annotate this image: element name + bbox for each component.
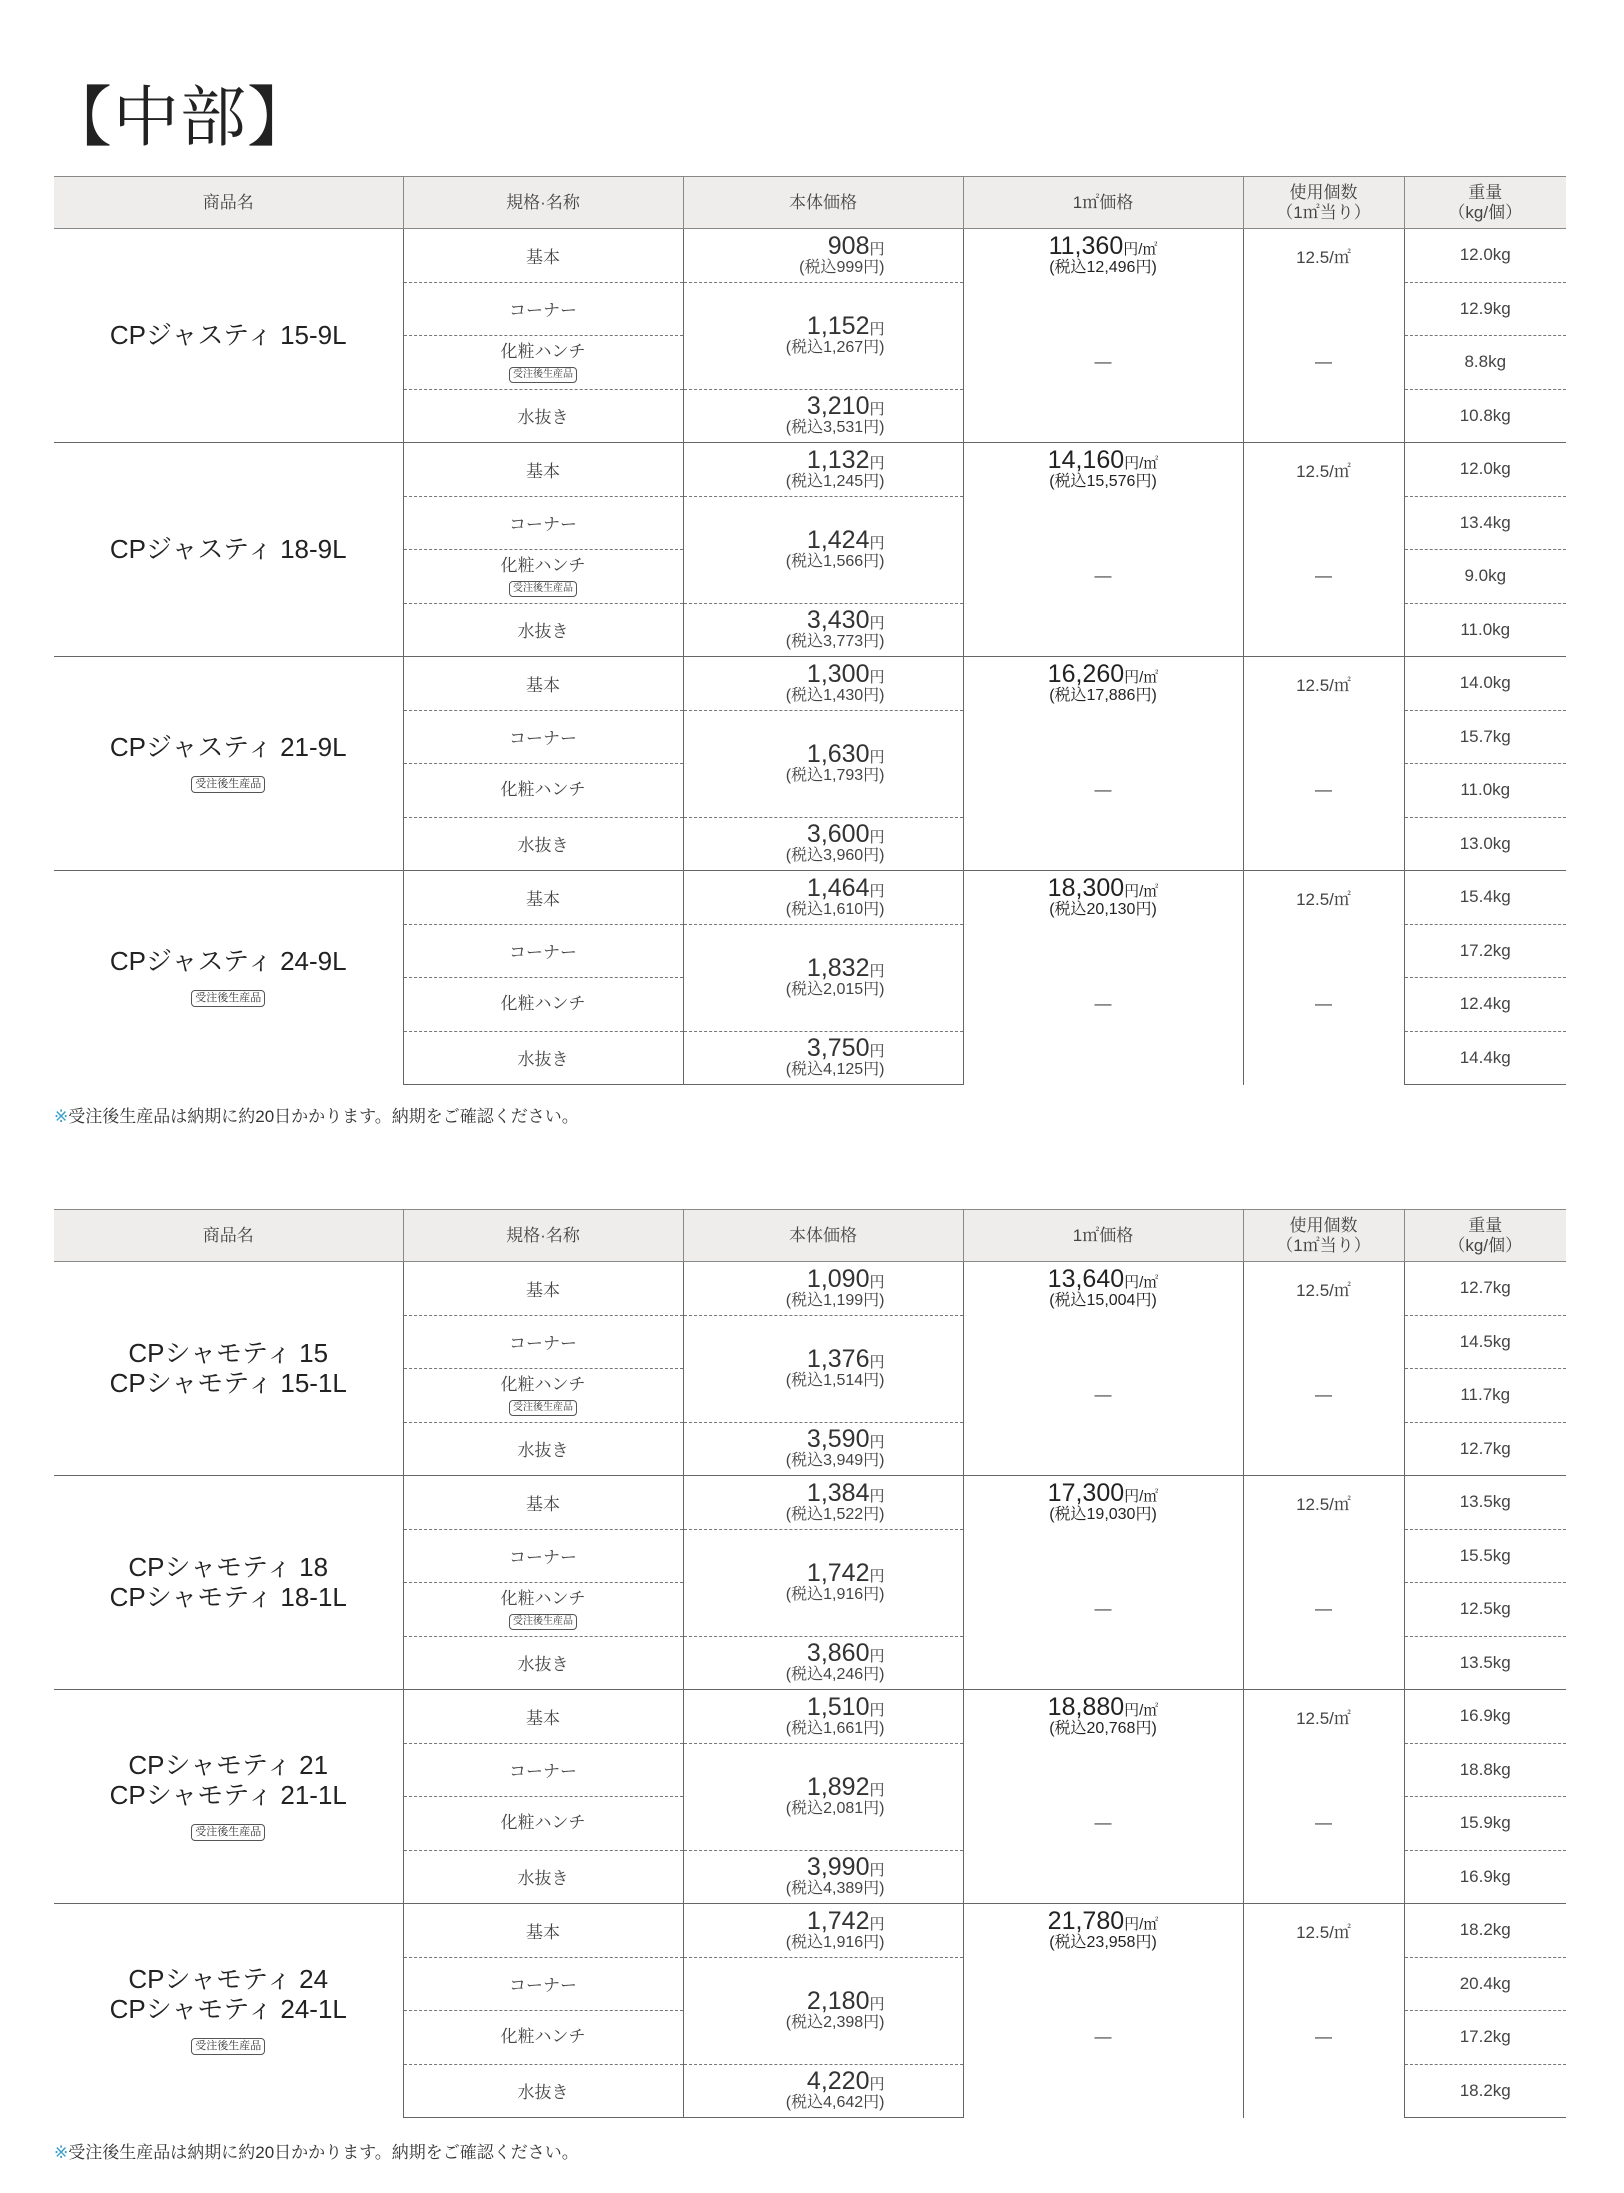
usage-count-none: — [1243,1529,1404,1690]
price-value: 2,180 [806,1987,870,2016]
made-to-order-badge: 受注後生産品 [509,367,577,383]
yen-unit: 円 [869,1487,885,1505]
spec-corner: コーナー [403,1743,683,1797]
m2-price-value: 17,300 [1047,1479,1125,1508]
spec-drain: 水抜き [403,389,683,443]
price-value: 1,510 [806,1692,870,1721]
price-basic [683,1262,963,1316]
m2-price [963,657,1243,711]
m2-price-tax: (税込12,496円) [1049,259,1157,277]
price-tax: (税込2,081円) [785,1800,885,1818]
made-to-order-badge: 受注後生産品 [509,1400,577,1416]
weight-basic: 12.7kg [1404,1262,1566,1316]
weight-drain: 16.9kg [1404,1850,1566,1904]
product-name-line: CPシャモティ 15 [128,1337,329,1368]
price-tax: (税込1,916円) [785,1933,885,1951]
spec-haunch-label: 化粧ハンチ [500,1588,586,1608]
yen-unit: 円 [869,615,885,633]
usage-count-none: — [1243,1957,1404,2118]
m2-price-tax: (税込15,576円) [1049,473,1157,491]
m2-price [963,1476,1243,1530]
spec-drain: 水抜き [403,603,683,657]
price-basic [683,1904,963,1958]
yen-unit: 円 [869,668,885,686]
weight-haunch: 11.7kg [1404,1369,1566,1423]
price-value: 3,590 [806,1425,870,1454]
price-corner [683,1957,963,2064]
m2-price-none: — [963,710,1243,871]
price-value: 1,300 [806,659,870,688]
price-tax: (税込4,642円) [785,2094,885,2112]
spec-basic: 基本 [403,871,683,925]
note-made-to-order: ※受注後生産品は納期に約20日かかります。納期をご確認ください。 [54,1107,579,1126]
m2-price-none: — [963,1743,1243,1904]
usage-count: 12.5/㎡ [1243,229,1404,283]
table-row [54,657,1566,711]
m2-price-value: 16,260 [1047,660,1125,689]
price-tax: (税込3,531円) [785,419,885,437]
price-corner [683,710,963,817]
spec-haunch [403,550,683,604]
price-value: 3,990 [806,1853,870,1882]
price-value: 1,464 [806,873,870,902]
table-row [54,1690,1566,1744]
table-row [54,443,1566,497]
price-corner [683,1529,963,1636]
usage-count: 12.5/㎡ [1243,1262,1404,1316]
page-title: 【中部】 [46,80,314,154]
usage-count-none: — [1243,924,1404,1085]
spec-drain: 水抜き [403,1850,683,1904]
weight-basic: 15.4kg [1404,871,1566,925]
spec-haunch [403,978,683,1032]
yen-unit: 円 [869,2076,885,2094]
usage-count-none: — [1243,1315,1404,1476]
price-value: 4,220 [806,2067,870,2096]
price-tax: (税込1,199円) [785,1291,885,1309]
weight-corner: 20.4kg [1404,1957,1566,2011]
product-name [54,1904,403,2118]
product-name [54,1262,403,1476]
weight-drain: 11.0kg [1404,603,1566,657]
weight-basic: 12.0kg [1404,229,1566,283]
usage-count: 12.5/㎡ [1243,1904,1404,1958]
usage-count-none: — [1243,710,1404,871]
product-name [54,1476,403,1690]
spec-haunch-label: 化粧ハンチ [500,780,586,800]
price-tax: (税込1,267円) [785,339,885,357]
price-tax: (税込4,389円) [785,1880,885,1898]
spec-drain: 水抜き [403,2064,683,2118]
spec-haunch [403,2011,683,2065]
spec-corner: コーナー [403,924,683,978]
yen-unit: 円 [869,1701,885,1719]
yen-unit: 円 [869,1043,885,1061]
yen-unit: 円 [869,829,885,847]
m2-price-none: — [963,282,1243,443]
product-name-line: CPシャモティ 21 [128,1750,329,1781]
product-name [54,443,403,657]
m2-price-tax: (税込17,886円) [1049,687,1157,705]
product-name [54,229,403,443]
price-value: 1,742 [806,1906,870,1935]
price-basic [683,1690,963,1744]
price-value: 1,892 [806,1773,870,1802]
table-row [54,1262,1566,1316]
price-value: 3,750 [806,1034,870,1063]
yen-m2-unit: 円/㎡ [1124,669,1159,687]
header-name: 商品名 [54,1210,403,1262]
made-to-order-badge: 受注後生産品 [509,1614,577,1630]
header-count: 使用個数 （1㎡当り） [1243,177,1404,229]
m2-price-value: 13,640 [1047,1265,1125,1294]
m2-price-tax: (税込19,030円) [1049,1506,1157,1524]
product-name-line: CPシャモティ 24-1L [109,1994,347,2025]
spec-corner: コーナー [403,496,683,550]
m2-price [963,1904,1243,1958]
price-basic [683,871,963,925]
usage-count-none: — [1243,282,1404,443]
spec-drain: 水抜き [403,1031,683,1085]
product-name-line: CPジャスティ 24-9L [109,946,347,977]
price-basic [683,657,963,711]
price-tax: (税込1,610円) [785,900,885,918]
made-to-order-badge: 受注後生産品 [509,581,577,597]
m2-price-value: 18,880 [1047,1693,1125,1722]
spec-corner: コーナー [403,710,683,764]
yen-unit: 円 [869,882,885,900]
price-tax: (税込1,661円) [785,1719,885,1737]
spec-drain: 水抜き [403,1636,683,1690]
price-tax: (税込1,566円) [785,553,885,571]
weight-drain: 13.5kg [1404,1636,1566,1690]
spec-haunch [403,1583,683,1637]
weight-corner: 12.9kg [1404,282,1566,336]
m2-price-tax: (税込20,768円) [1049,1720,1157,1738]
spec-basic: 基本 [403,229,683,283]
weight-drain: 13.0kg [1404,817,1566,871]
header-weight: 重量 （kg/個） [1404,1210,1566,1262]
header-weight: 重量 （kg/個） [1404,177,1566,229]
price-tax: (税込3,949円) [785,1452,885,1470]
yen-unit: 円 [869,1782,885,1800]
price-basic [683,229,963,283]
yen-unit: 円 [869,321,885,339]
m2-price-none: — [963,1315,1243,1476]
table-row [54,1476,1566,1530]
m2-price [963,1690,1243,1744]
spec-basic: 基本 [403,1904,683,1958]
price-value: 1,424 [806,526,870,555]
table-row [54,229,1566,283]
price-value: 1,832 [806,954,870,983]
header-m2-price: 1㎡価格 [963,177,1243,229]
yen-m2-unit: 円/㎡ [1124,1488,1159,1506]
weight-drain: 12.7kg [1404,1422,1566,1476]
m2-price [963,1262,1243,1316]
m2-price-tax: (税込20,130円) [1049,901,1157,919]
spec-haunch-label: 化粧ハンチ [500,341,586,361]
header-name: 商品名 [54,177,403,229]
m2-price-none: — [963,496,1243,657]
yen-unit: 円 [869,1434,885,1452]
price-value: 1,152 [806,312,870,341]
header-spec: 規格·名称 [403,1210,683,1262]
spec-corner: コーナー [403,1315,683,1369]
weight-corner: 15.7kg [1404,710,1566,764]
product-name-line: CPジャスティ 15-9L [109,319,347,350]
weight-corner: 13.4kg [1404,496,1566,550]
weight-corner: 17.2kg [1404,924,1566,978]
price-tax: (税込1,522円) [785,1505,885,1523]
m2-price-tax: (税込15,004円) [1049,1292,1157,1310]
weight-corner: 15.5kg [1404,1529,1566,1583]
usage-count-none: — [1243,1743,1404,1904]
product-name-line: CPシャモティ 21-1L [109,1779,347,1810]
price-corner [683,924,963,1031]
weight-basic: 12.0kg [1404,443,1566,497]
spec-haunch-label: 化粧ハンチ [500,1374,586,1394]
yen-m2-unit: 円/㎡ [1124,1274,1159,1292]
price-tax: (税込4,246円) [785,1666,885,1684]
weight-haunch: 12.4kg [1404,978,1566,1032]
price-value: 1,384 [806,1478,870,1507]
weight-haunch: 15.9kg [1404,1797,1566,1851]
header-count: 使用個数 （1㎡当り） [1243,1210,1404,1262]
made-to-order-badge: 受注後生産品 [191,990,265,1007]
price-tax: (税込999円) [799,258,885,276]
yen-unit: 円 [869,240,885,258]
made-to-order-badge: 受注後生産品 [191,2038,265,2055]
spec-basic: 基本 [403,1690,683,1744]
yen-unit: 円 [869,963,885,981]
price-value: 1,132 [806,445,870,474]
weight-corner: 18.8kg [1404,1743,1566,1797]
weight-drain: 10.8kg [1404,389,1566,443]
price-tax: (税込1,430円) [785,686,885,704]
weight-corner: 14.5kg [1404,1315,1566,1369]
usage-count-none: — [1243,496,1404,657]
spec-basic: 基本 [403,1262,683,1316]
spec-basic: 基本 [403,443,683,497]
m2-price-value: 14,160 [1047,446,1125,475]
weight-basic: 18.2kg [1404,1904,1566,1958]
table-row [54,871,1566,925]
price-drain [683,1422,963,1476]
made-to-order-badge: 受注後生産品 [191,776,265,793]
m2-price-none: — [963,1529,1243,1690]
weight-drain: 14.4kg [1404,1031,1566,1085]
spec-corner: コーナー [403,1529,683,1583]
usage-count: 12.5/㎡ [1243,657,1404,711]
m2-price-tax: (税込23,958円) [1049,1934,1157,1952]
price-tax: (税込1,916円) [785,1586,885,1604]
yen-unit: 円 [869,1648,885,1666]
product-name [54,871,403,1085]
price-tax: (税込1,245円) [785,472,885,490]
price-tax: (税込2,015円) [785,981,885,999]
m2-price [963,443,1243,497]
price-tax: (税込1,793円) [785,767,885,785]
yen-unit: 円 [869,1915,885,1933]
m2-price [963,871,1243,925]
yen-unit: 円 [869,1568,885,1586]
yen-unit: 円 [869,1354,885,1372]
price-basic [683,1476,963,1530]
m2-price-none: — [963,924,1243,1085]
m2-price-value: 18,300 [1047,874,1125,903]
yen-unit: 円 [869,1273,885,1291]
price-drain [683,2064,963,2118]
table-header-row [54,177,1566,229]
price-drain [683,817,963,871]
price-value: 3,210 [806,392,870,421]
yen-m2-unit: 円/㎡ [1124,455,1159,473]
m2-price-value: 11,360 [1048,232,1124,261]
product-name-line: CPジャスティ 21-9L [109,731,347,762]
price-table-shamotty [54,1209,1566,2118]
spec-haunch [403,764,683,818]
spec-corner: コーナー [403,1957,683,2011]
price-value: 1,376 [806,1345,870,1374]
spec-drain: 水抜き [403,1422,683,1476]
product-name-line: CPシャモティ 15-1L [109,1367,347,1398]
product-name-line: CPシャモティ 24 [128,1964,329,1995]
price-value: 3,860 [806,1639,870,1668]
weight-haunch: 11.0kg [1404,764,1566,818]
yen-unit: 円 [869,749,885,767]
price-table-justy [54,176,1566,1085]
price-value: 1,630 [806,740,870,769]
spec-drain: 水抜き [403,817,683,871]
yen-m2-unit: 円/㎡ [1124,1702,1159,1720]
price-drain [683,1850,963,1904]
price-drain [683,603,963,657]
weight-basic: 13.5kg [1404,1476,1566,1530]
price-drain [683,389,963,443]
spec-haunch [403,1369,683,1423]
weight-basic: 14.0kg [1404,657,1566,711]
spec-basic: 基本 [403,1476,683,1530]
spec-haunch-label: 化粧ハンチ [500,1813,586,1833]
usage-count: 12.5/㎡ [1243,871,1404,925]
price-value: 1,090 [806,1264,870,1293]
yen-unit: 円 [869,401,885,419]
spec-corner: コーナー [403,282,683,336]
product-name [54,1690,403,1904]
weight-haunch: 12.5kg [1404,1583,1566,1637]
yen-unit: 円 [869,1996,885,2014]
weight-haunch: 17.2kg [1404,2011,1566,2065]
table-header-row [54,1210,1566,1262]
price-value: 1,742 [806,1559,870,1588]
usage-count: 12.5/㎡ [1243,443,1404,497]
price-value: 908 [827,231,870,260]
yen-unit: 円 [869,535,885,553]
weight-basic: 16.9kg [1404,1690,1566,1744]
spec-haunch [403,336,683,390]
spec-haunch-label: 化粧ハンチ [500,994,586,1014]
yen-unit: 円 [869,1862,885,1880]
price-basic [683,443,963,497]
header-price: 本体価格 [683,1210,963,1262]
spec-basic: 基本 [403,657,683,711]
yen-m2-unit: 円/㎡ [1124,883,1159,901]
spec-haunch [403,1797,683,1851]
price-corner [683,1743,963,1850]
table-row [54,1904,1566,1958]
price-tax: (税込2,398円) [785,2014,885,2032]
yen-m2-unit: 円/㎡ [1123,241,1158,259]
price-corner [683,496,963,603]
price-tax: (税込4,125円) [785,1061,885,1079]
weight-haunch: 8.8kg [1404,336,1566,390]
weight-drain: 18.2kg [1404,2064,1566,2118]
price-tax: (税込1,514円) [785,1372,885,1390]
header-spec: 規格·名称 [403,177,683,229]
spec-haunch-label: 化粧ハンチ [500,2027,586,2047]
price-corner [683,282,963,389]
weight-haunch: 9.0kg [1404,550,1566,604]
price-value: 3,430 [806,606,870,635]
price-tax: (税込3,960円) [785,847,885,865]
yen-m2-unit: 円/㎡ [1124,1916,1159,1934]
m2-price-value: 21,780 [1047,1907,1125,1936]
m2-price-none: — [963,1957,1243,2118]
price-tax: (税込3,773円) [785,633,885,651]
header-m2-price: 1㎡価格 [963,1210,1243,1262]
product-name-line: CPシャモティ 18-1L [109,1581,347,1612]
yen-unit: 円 [869,454,885,472]
spec-haunch-label: 化粧ハンチ [500,555,586,575]
price-value: 3,600 [806,820,870,849]
price-drain [683,1636,963,1690]
product-name-line: CPジャスティ 18-9L [109,533,347,564]
price-drain [683,1031,963,1085]
product-name [54,657,403,871]
m2-price [963,229,1243,283]
header-price: 本体価格 [683,177,963,229]
made-to-order-badge: 受注後生産品 [191,1824,265,1841]
usage-count: 12.5/㎡ [1243,1690,1404,1744]
price-corner [683,1315,963,1422]
note-made-to-order: ※受注後生産品は納期に約20日かかります。納期をご確認ください。 [54,2143,579,2162]
product-name-line: CPシャモティ 18 [128,1551,329,1582]
usage-count: 12.5/㎡ [1243,1476,1404,1530]
